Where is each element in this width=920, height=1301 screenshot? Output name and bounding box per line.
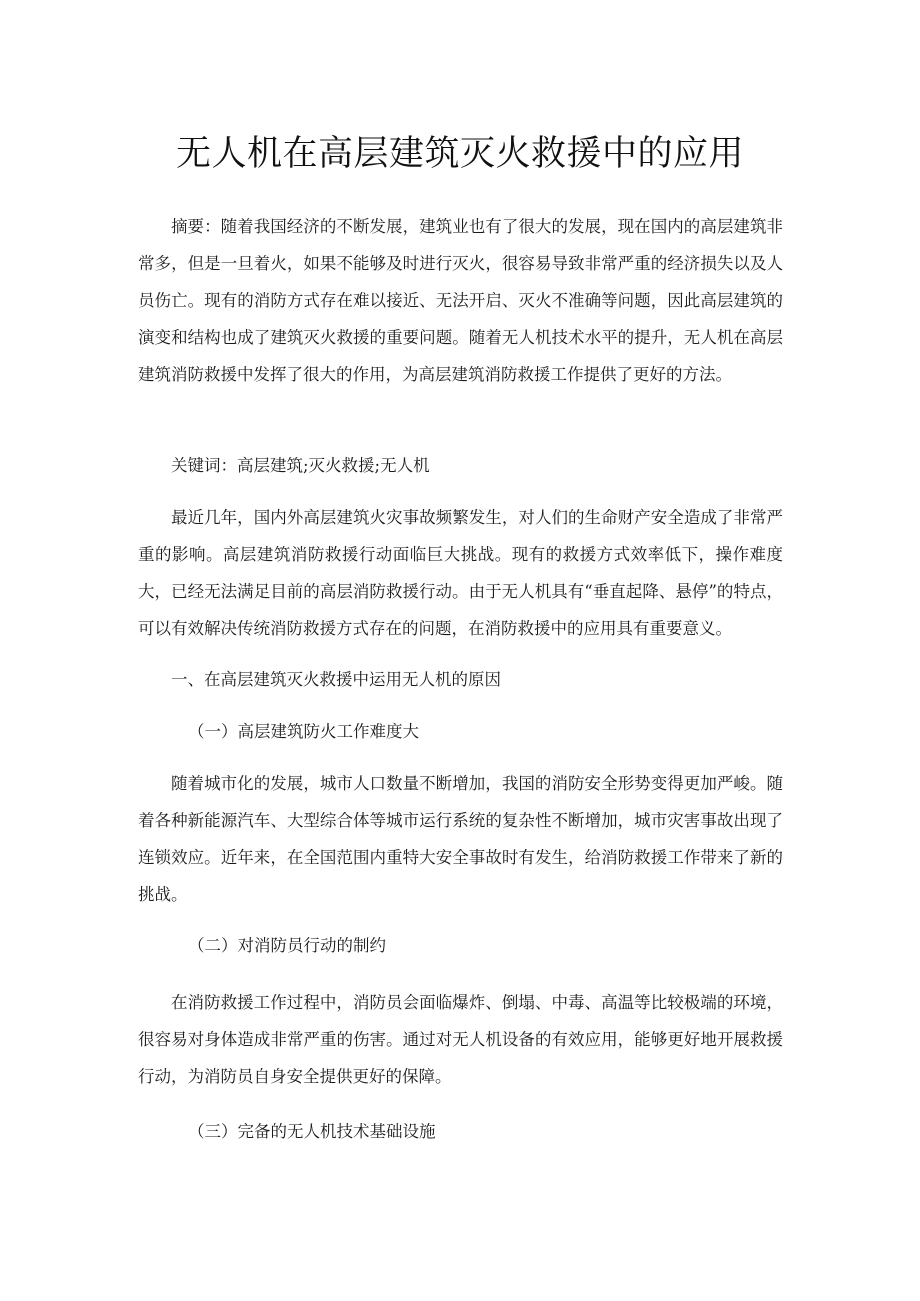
keywords-line: 关键词：高层建筑;灭火救援;无人机: [171, 456, 430, 475]
abstract-paragraph: 摘要：随着我国经济的不断发展，建筑业也有了很大的发展，现在国内的高层建筑非常多，但是一旦着火，如果不能够及时进行灭火，很容易导致非常严重的经济损失以及人员伤亡。现有的消防方式存在难以接近、无法开启、灭火不准确等问题，因此高层建筑的演变和结构也成了建筑灭火救援的重要问题。随着无人机技术水平的提升，无人机在高层建筑消防救援中发挥了很大的作用，为高层建筑消防救援工作提供了更好的方法。: [138, 217, 783, 384]
subsection-1-paragraph: 随着城市化的发展，城市人口数量不断增加，我国的消防安全形势变得更加严峻。随着各种新能源汽车、大型综合体等城市运行系统的复杂性不断增加，城市灾害事故出现了连锁效应。近年来，在全国范围内重特大安全事故时有发生，给消防救援工作带来了新的挑战。: [138, 774, 783, 904]
subsection-2-heading: （二）对消防员行动的制约: [188, 936, 386, 955]
intro-paragraph: 最近几年，国内外高层建筑火灾事故频繁发生，对人们的生命财产安全造成了非常严重的影响。高层建筑消防救援行动面临巨大挑战。现有的救援方式效率低下，操作难度大，已经无法满足目前的高层消防救援行动。由于无人机具有“垂直起降、悬停”的特点，可以有效解决传统消防救援方式存在的问题，在消防救援中的应用具有重要意义。: [138, 508, 783, 638]
section-1-heading: 一、在高层建筑灭火救援中运用无人机的原因: [171, 670, 501, 689]
document-title: 无人机在高层建筑灭火救援中的应用: [175, 134, 744, 174]
subsection-1-heading: （一）高层建筑防火工作难度大: [188, 722, 419, 741]
subsection-3-heading: （三）完备的无人机技术基础设施: [188, 1122, 436, 1141]
subsection-2-paragraph: 在消防救援工作过程中，消防员会面临爆炸、倒塌、中毒、高温等比较极端的环境，很容易对身体造成非常严重的伤害。通过对无人机设备的有效应用，能够更好地开展救援行动，为消防员自身安全提供更好的保障。: [138, 993, 783, 1086]
